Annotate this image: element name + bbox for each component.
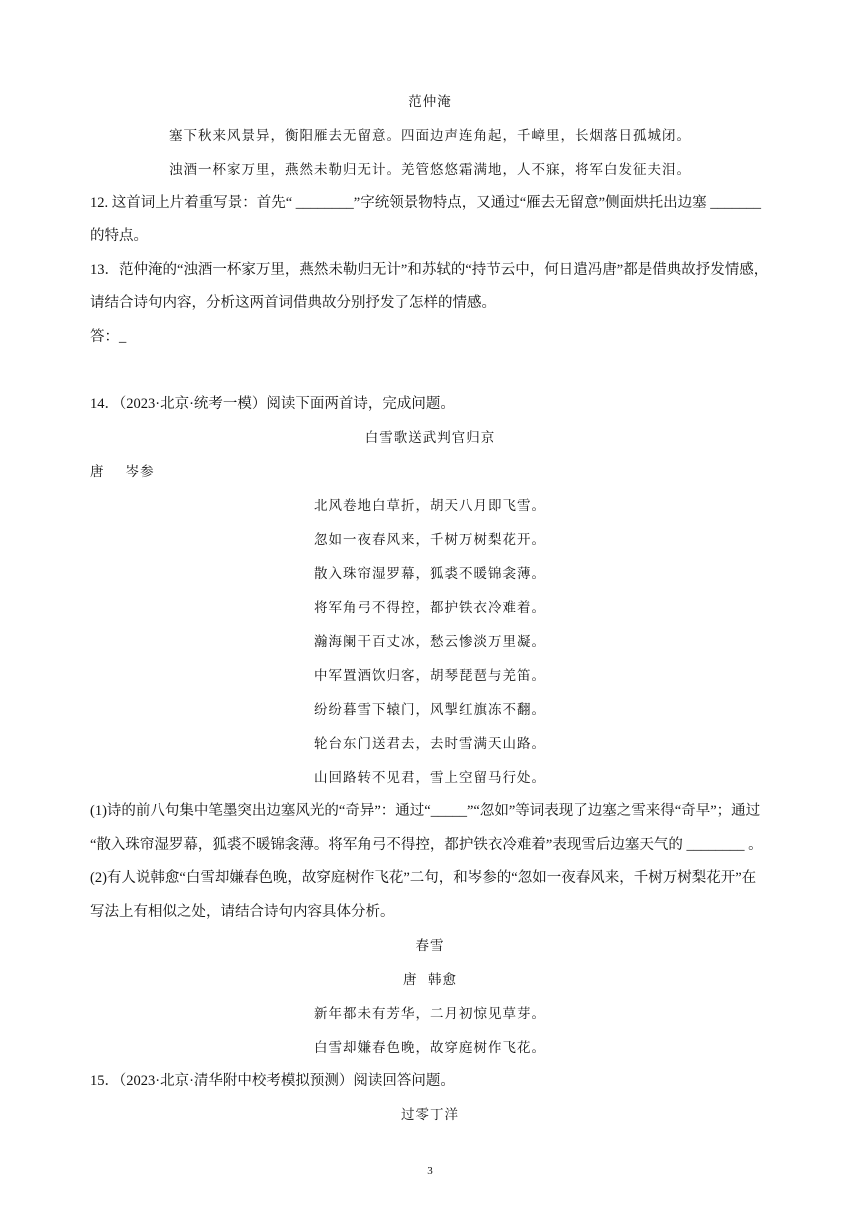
verse-line: 纷纷暮雪下辕门，风掣红旗冻不翻。 [314,702,546,718]
question-14-header: 14．（2023·北京·统考一模）阅读下面两首诗，完成问题。 [90,396,455,412]
verse-line: 瀚海阑干百丈冰，愁云惨淡万里凝。 [314,634,546,650]
verse-line: 将军角弓不得控，都护铁衣冷难着。 [314,600,546,616]
poem-line: 浊酒一杯家万里，燕然未勒归无计。羌管悠悠霜满地，人不寐，将军白发征夫泪。 [169,162,691,178]
question-13-line: 13．范仲淹的“浊酒一杯家万里，燕然未勒归无计”和苏轼的“持节云中，何日遣冯唐”都是借典故抒发情感， [90,262,769,278]
verse-line: 中军置酒饮归客，胡琴琵琶与羌笛。 [314,668,546,684]
verse-line: 轮台东门送君去，去时雪满天山路。 [314,736,546,752]
verse-line: 新年都未有芳华，二月初惊见草芽。 [314,1006,546,1022]
subquestion-1-line: “散入珠帘湿罗幕，狐裘不暖锦衾薄。将军角弓不得控，都护铁衣冷难着”表现雪后边塞天气的 ________ 。 [90,837,763,853]
question-13-line: 请结合诗句内容，分析这两首词借典故分别抒发了怎样的情感。 [90,295,496,311]
poem-author: 唐 韩愈 [402,972,458,988]
verse-line: 散入珠帘湿罗幕，狐裘不暖锦衾薄。 [314,566,546,582]
page-number: 3 [427,1165,433,1177]
answer-line: 答：_ [90,329,127,345]
verse-line: 白雪却嫌春色晚，故穿庭树作飞花。 [314,1040,546,1056]
poem-title: 过零丁洋 [401,1107,459,1123]
verse-line: 忽如一夜春风来，千树万树梨花开。 [314,532,546,548]
question-12-line: 12. 这首词上片着重写景：首先“ ________”字统领景物特点，又通过“雁去无留意”侧面烘托出边塞 _______ [90,195,761,211]
poem-title: 白雪歌送武判官归京 [364,430,496,446]
subquestion-2-line: (2)有人说韩愈“白雪却嫌春色晚，故穿庭树作飞花”二句，和岑参的“忽如一夜春风来，千树万树梨花开”在 [90,870,757,886]
subquestion-2-line: 写法上有相似之处，请结合诗句内容具体分析。 [90,904,395,920]
poem-line: 塞下秋来风景异，衡阳雁去无留意。四面边声连角起，千嶂里，长烟落日孤城闭。 [169,128,691,144]
subquestion-1-line: (1)诗的前八句集中笔墨突出边塞风光的“奇异”：通过“_____”“忽如”等词表现了边塞之雪来得“奇早”；通过 [90,803,761,819]
poem-author-title: 范仲淹 [408,94,452,110]
verse-line: 北风卷地白草折，胡天八月即飞雪。 [314,498,546,514]
verse-line: 山回路转不见君，雪上空留马行处。 [314,770,546,786]
poem-author: 唐 岑参 [90,464,155,480]
question-12-line: 的特点。 [90,228,148,244]
question-15-header: 15．（2023·北京·清华附中校考模拟预测）阅读回答问题。 [90,1073,455,1089]
poem-title: 春雪 [415,938,445,954]
